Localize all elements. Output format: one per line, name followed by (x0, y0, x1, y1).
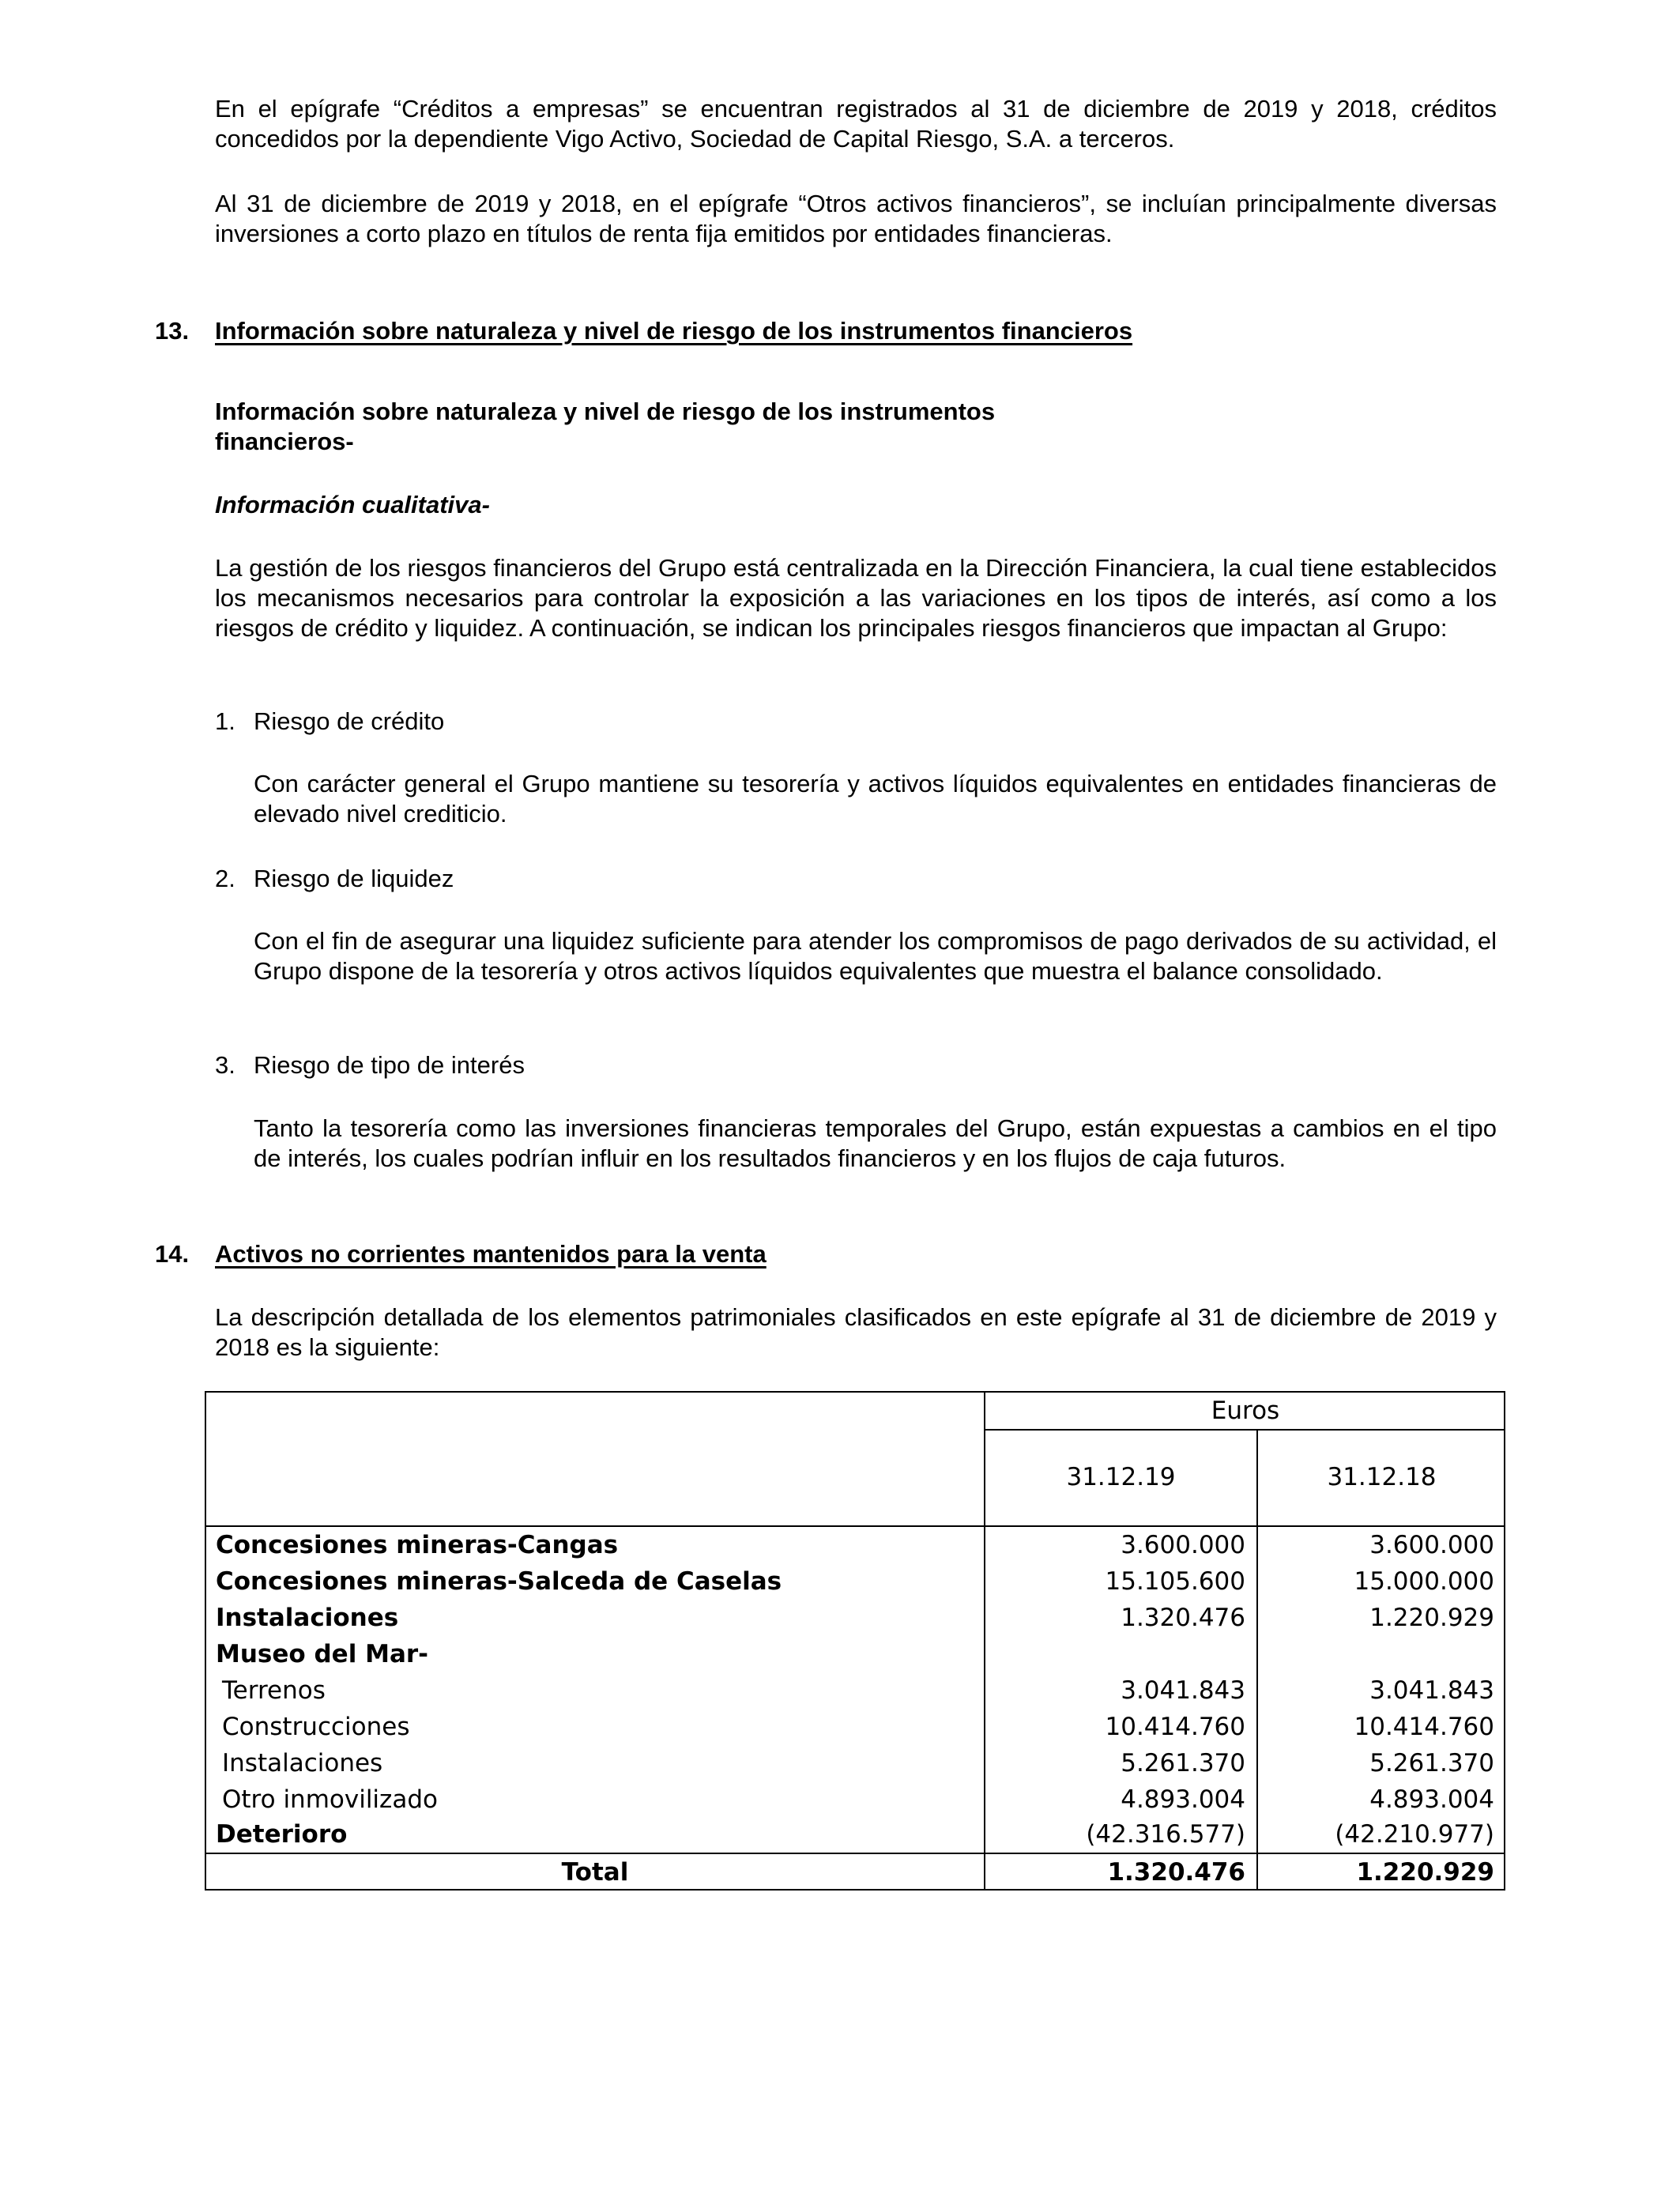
table-row-label: Instalaciones (216, 1604, 399, 1632)
table-row-label: Terrenos (222, 1676, 326, 1705)
table-currency-header: Euros (1211, 1397, 1280, 1425)
table-row-label: Instalaciones (222, 1749, 383, 1777)
table-row-value-2018: 1.220.929 (1369, 1604, 1494, 1632)
risk-item-title: Riesgo de liquidez (254, 865, 454, 892)
section-14-number: 14. (155, 1240, 190, 1268)
table-row-value-2018: 3.600.000 (1369, 1531, 1494, 1559)
table-row-value-2019: (42.316.577) (1086, 1820, 1245, 1849)
intro-paragraph-otros-activos: Al 31 de diciembre de 2019 y 2018, en el epígrafe “Otros activos financieros”, se incluían principalmente diversas inversiones a corto plazo en títulos de renta fija emitidos por entidades financieras. (215, 190, 1497, 247)
table-row-value-2018: 10.414.760 (1354, 1713, 1494, 1741)
risk-liquidity-text: Con el fin de asegurar una liquidez suficiente para atender los compromisos de pago derivados de su actividad, el Grupo dispone de la tesorería y otros activos líquidos equivalentes que muestra el balance consolidado. (254, 927, 1497, 985)
qualitative-heading: Información cualitativa- (215, 491, 490, 518)
assets-table (205, 1391, 1505, 1891)
table-divider-h-currency (984, 1429, 1504, 1431)
table-row-value-2018: (42.210.977) (1335, 1820, 1494, 1849)
section-13-heading (155, 316, 1132, 346)
risk-management-paragraph: La gestión de los riesgos financieros del Grupo está centralizada en la Dirección Financiera, la cual tiene establecidos los mecanismos necesarios para controlar la exposición a las variaciones en los tipos de interés, así como a los riesgos de crédito y liquidez. A continuación, se indican los principales riesgos financieros que impactan al Grupo: (215, 554, 1497, 642)
table-row-value-2019: 3.600.000 (1121, 1531, 1245, 1559)
table-row-value-2019: 10.414.760 (1105, 1713, 1245, 1741)
risk-item-interest (215, 1050, 525, 1080)
table-row-value-2019: 1.320.476 (1121, 1604, 1245, 1632)
risk-item-number: 2. (215, 865, 235, 892)
risk-item-credit (215, 707, 444, 737)
risk-item-title: Riesgo de crédito (254, 707, 445, 735)
risk-interest-text: Tanto la tesorería como las inversiones financieras temporales del Grupo, están expuestas a cambios en el tipo de interés, los cuales podrían influir en los resultados financieros y en los flujos de caja futuros. (254, 1114, 1497, 1172)
table-row-label: Concesiones mineras-Salceda de Caselas (216, 1567, 782, 1596)
table-divider-v2 (1256, 1429, 1258, 1889)
table-row-value-2018: 3.041.843 (1369, 1676, 1494, 1705)
table-row-value-2019: 15.105.600 (1105, 1567, 1245, 1596)
table-row-value-2019: 4.893.004 (1121, 1785, 1245, 1814)
table-col-2018-header: 31.12.18 (1327, 1463, 1437, 1491)
table-total-label: Total (561, 1858, 629, 1887)
table-row-value-2019: 5.261.370 (1121, 1749, 1245, 1777)
table-row-value-2018: 15.000.000 (1354, 1567, 1494, 1596)
risk-item-liquidity (215, 864, 454, 894)
table-total-value-2018: 1.220.929 (1356, 1858, 1494, 1887)
table-row-value-2018: 5.261.370 (1369, 1749, 1494, 1777)
section-13-number: 13. (155, 317, 190, 345)
intro-paragraph-creditos: En el epígrafe “Créditos a empresas” se encuentran registrados al 31 de diciembre de 2019 y 2018, créditos concedidos por la dependiente Vigo Activo, Sociedad de Capital Riesgo, S.A. a terceros. (215, 95, 1497, 153)
section-14-heading (155, 1239, 767, 1269)
section-13-subtitle: Información sobre naturaleza y nivel de riesgo de los instrumentos financieros- (215, 398, 996, 455)
table-row-label: Otro inmovilizado (222, 1785, 438, 1814)
table-row-value-2018: 4.893.004 (1369, 1785, 1494, 1814)
table-col-2019-header: 31.12.19 (1066, 1463, 1176, 1491)
table-row-label: Deterioro (216, 1820, 348, 1849)
risk-item-number: 3. (215, 1051, 235, 1079)
risk-item-number: 1. (215, 707, 235, 735)
risk-item-title: Riesgo de tipo de interés (254, 1051, 525, 1079)
section-13-title: Información sobre naturaleza y nivel de riesgo de los instrumentos financieros (215, 317, 1133, 345)
table-row-label: Construcciones (222, 1713, 410, 1741)
table-row-label: Museo del Mar- (216, 1640, 429, 1668)
section-14-intro: La descripción detallada de los elementos patrimoniales clasificados en este epígrafe al 31 de diciembre de 2019 y 2018 es la siguiente: (215, 1303, 1497, 1361)
table-row-value-2019: 3.041.843 (1121, 1676, 1245, 1705)
table-row-label: Concesiones mineras-Cangas (216, 1531, 619, 1559)
risk-credit-text: Con carácter general el Grupo mantiene su tesorería y activos líquidos equivalentes en entidades financieras de elevado nivel crediticio. (254, 770, 1497, 827)
table-total-value-2019: 1.320.476 (1107, 1858, 1245, 1887)
section-14-title: Activos no corrientes mantenidos para la venta (215, 1240, 767, 1268)
